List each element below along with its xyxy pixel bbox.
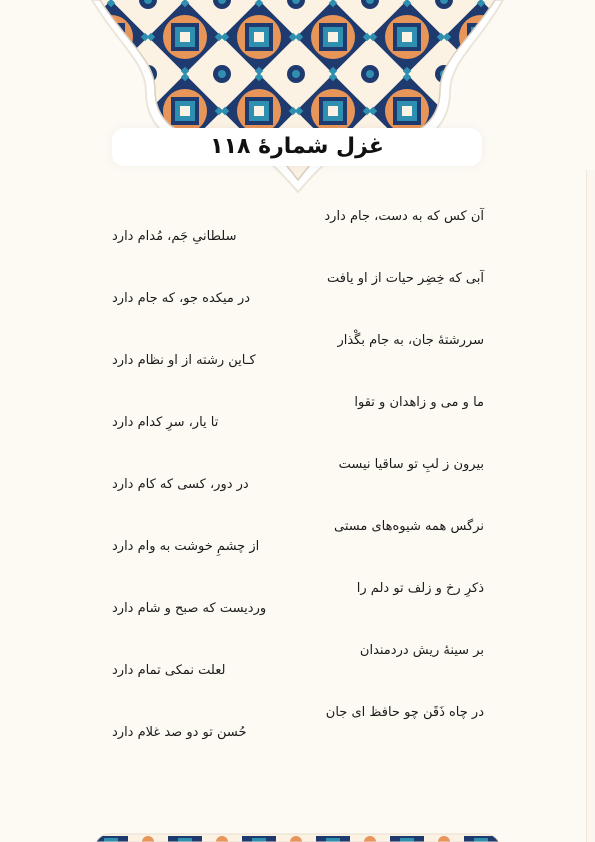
couplet-second-hemistich: از چشمِ خوشت به وام دارد [112, 539, 260, 554]
couplet-first-hemistich: آبی که خِضِر حیات از او یافت [327, 271, 484, 286]
couplet [112, 329, 484, 391]
couplet-first-hemistich: ذکرِ رخ و زلف تو دلم را [356, 581, 484, 596]
poem-body [112, 205, 484, 763]
couplet-second-hemistich: تا یار، سرِ کدام دارد [112, 415, 219, 430]
couplet-second-hemistich: در میکده جو، که جام دارد [112, 291, 251, 306]
couplet [112, 267, 484, 329]
couplet [112, 577, 484, 639]
couplet [112, 205, 484, 267]
couplet-second-hemistich: کـاین رشته از او نظام دارد [112, 353, 256, 368]
couplet-second-hemistich: سلطانیِ جَم، مُدام دارد [112, 229, 237, 244]
couplet-first-hemistich: در چاه ذَقَن چو حافظ ای جان [325, 705, 484, 720]
couplet [112, 639, 484, 701]
couplet-second-hemistich: لعلت نمکی تمام دارد [112, 663, 226, 678]
couplet-second-hemistich: وردیست که صبح و شام دارد [112, 601, 267, 616]
couplet [112, 453, 484, 515]
page-title: غزل شمارهٔ ۱۱۸ [210, 134, 384, 159]
couplet-second-hemistich: در دور، کسی که کام دارد [112, 477, 249, 492]
couplet-first-hemistich: نرگس همه شیوه‌های مستی [334, 519, 484, 534]
couplet [112, 515, 484, 577]
couplet [112, 391, 484, 453]
couplet-first-hemistich: بیرون ز لبِ تو ساقیا نیست [338, 457, 484, 472]
page-edge-strip [586, 170, 595, 842]
couplet-first-hemistich: ما و می و زاهدان و تقوا [354, 395, 484, 410]
footer-ornament [0, 828, 595, 842]
couplet [112, 701, 484, 763]
couplet-first-hemistich: بر سینهٔ ریش دردمندان [359, 643, 484, 658]
couplet-first-hemistich: سررشتهٔ جان، به جام بگْذار [337, 333, 484, 348]
couplet-first-hemistich: آن کس که به دست، جام دارد [324, 209, 484, 224]
header-ornament [0, 0, 595, 200]
couplet-second-hemistich: حُسن تو دو صد غلام دارد [112, 725, 247, 740]
